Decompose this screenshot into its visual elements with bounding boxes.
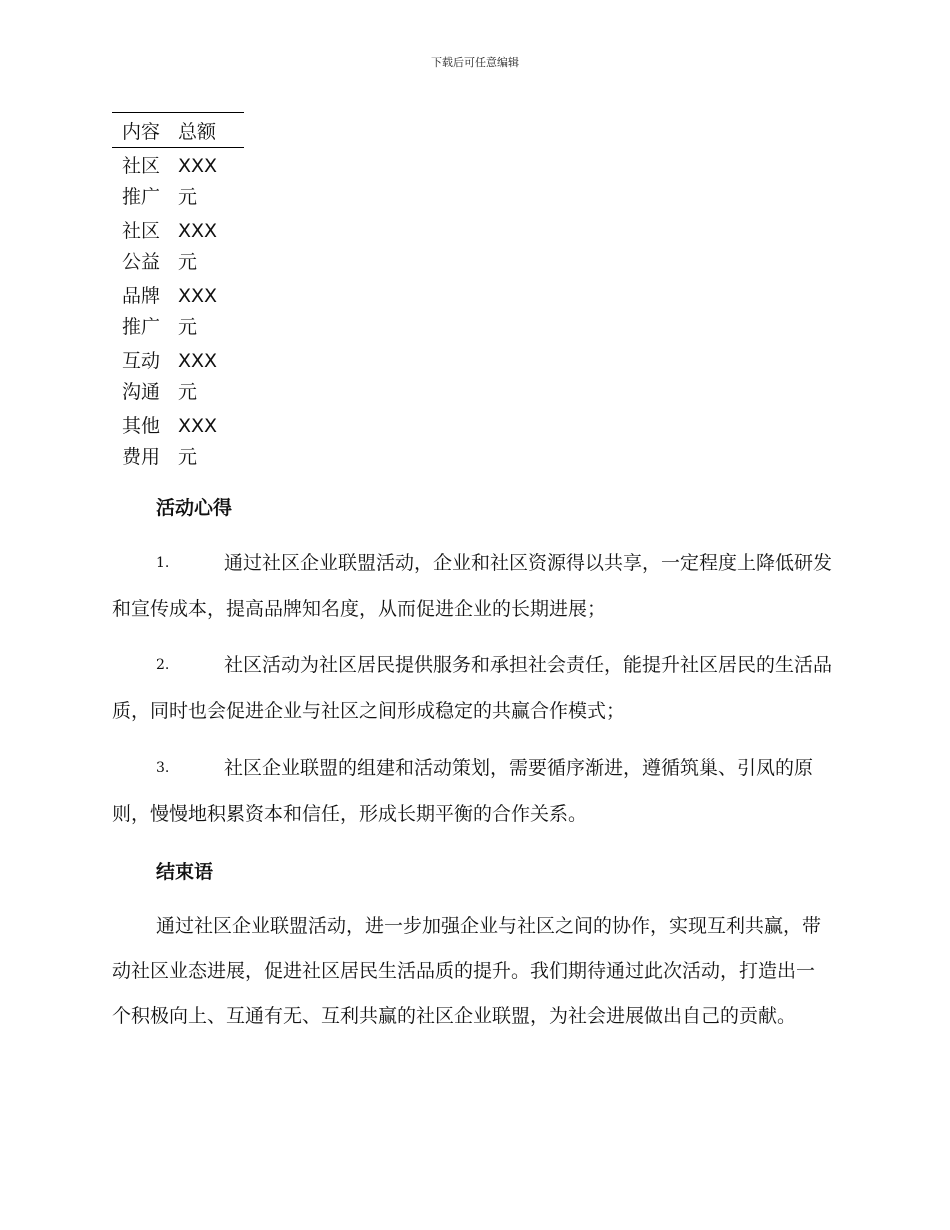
- list-item-number: 3.: [156, 760, 170, 776]
- list-item-text: 社区活动为社区居民提供服务和承担社会责任，能提升社区居民的生活品质，同时也会促进企业与社区之间形成稳定的共赢合作模式；: [112, 654, 833, 722]
- list-item: [112, 642, 832, 734]
- page-header: 下载后可任意编辑: [431, 56, 519, 69]
- row-item: 社区 推广: [122, 155, 161, 208]
- row-amount: XXX 元: [178, 220, 218, 273]
- row-item: 互动 沟通: [122, 350, 161, 403]
- conclusion-paragraph: 通过社区企业联盟活动，进一步加强企业与社区之间的协作，实现互利共赢，带动社区业态进展，促进社区居民生活品质的提升。我们期待通过此次活动，打造出一个积极向上、互通有无、互利共赢的社区企业联盟，为社会进展做出自己的贡献。: [112, 915, 822, 1027]
- section-title-experience: 活动心得: [156, 497, 233, 519]
- list-item-number: 1.: [156, 555, 170, 571]
- list-item: [112, 745, 832, 837]
- list-item-text: 社区企业联盟的组建和活动策划，需要循序渐进，遵循筑巢、引凤的原则，慢慢地积累资本和信任，形成长期平衡的合作关系。: [112, 757, 814, 825]
- table-row: [112, 346, 244, 408]
- row-item: 其他 费用: [122, 415, 161, 468]
- budget-table: [112, 112, 244, 473]
- table-header-total: 总额: [178, 120, 217, 143]
- table-header-content: 内容: [122, 120, 161, 143]
- row-amount: XXX 元: [178, 350, 218, 403]
- row-amount: XXX 元: [178, 415, 218, 468]
- table-row: [112, 151, 244, 213]
- list-item: [112, 540, 832, 632]
- table-row: [112, 216, 244, 278]
- section-title-conclusion: 结束语: [156, 861, 214, 883]
- row-amount: XXX 元: [178, 285, 218, 338]
- row-item: 社区 公益: [122, 220, 161, 273]
- table-row: [112, 281, 244, 343]
- row-amount: XXX 元: [178, 155, 218, 208]
- list-item-text: 通过社区企业联盟活动，企业和社区资源得以共享，一定程度上降低研发和宣传成本，提高品牌知名度，从而促进企业的长期进展；: [112, 552, 833, 620]
- table-row: [112, 411, 244, 473]
- list-item-number: 2.: [156, 657, 170, 673]
- table-header-row: [112, 113, 244, 148]
- row-item: 品牌 推广: [122, 285, 161, 338]
